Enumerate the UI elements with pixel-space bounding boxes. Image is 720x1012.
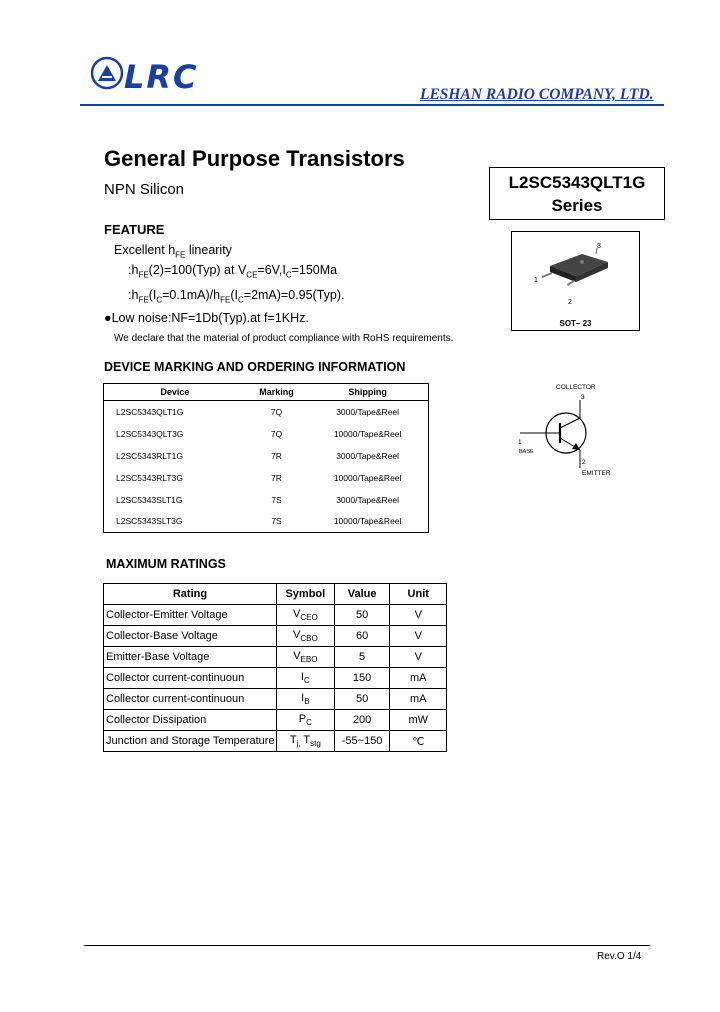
table-row: L2SC5343RLT3G 7R 10000/Tape&Reel: [116, 472, 402, 483]
ratings-table: [103, 583, 447, 752]
table-header-row: [104, 384, 429, 401]
package-box: [511, 231, 640, 331]
table-row: Collector current-continuoun $I_C$ 150 mA: [104, 668, 447, 689]
feature-hfe-ratio-line: $:h_{FE}(I_C=0.1mA)/h_{FE}(I_C=2mA)=0.95(Typ)$.: [128, 288, 345, 305]
col-shipping: Shipping: [307, 384, 428, 401]
company-name: LESHAN RADIO COMPANY, LTD.: [420, 86, 654, 103]
table-row: Collector Dissipation $P_C$ 200 mW: [104, 710, 447, 731]
table-row: Collector-Emitter Voltage $V_{CEO}$ 50 V: [104, 605, 447, 626]
feature-heading: FEATURE: [104, 222, 165, 237]
bullet-icon: ●: [104, 311, 112, 325]
col-unit: Unit: [390, 584, 447, 605]
logo-text: LRC: [124, 58, 199, 96]
base-label: BASE: [519, 449, 534, 455]
ratings-heading: MAXIMUM RATINGS: [106, 557, 226, 571]
revision-page: Rev.O 1/4: [597, 951, 642, 962]
header-divider: [80, 104, 664, 106]
feature-hfe-line: $:h_{FE}(2)=100(Typ)$ at $V_{CE}=6V,I_C=150Ma$: [128, 263, 338, 280]
sot23-package-icon: [512, 232, 639, 318]
table-header-row: [104, 584, 447, 605]
page-subtitle: NPN Silicon: [104, 181, 185, 198]
table-row: L2SC5343SLT1G 7S 3000/Tape&Reel: [116, 494, 400, 505]
emitter-label: EMITTER: [582, 470, 611, 477]
table-row: L2SC5343QLT3G 7Q 10000/Tape&Reel: [116, 428, 402, 439]
table-row: Junction and Storage Temperature $T_{j,}$ $T_{stg}$ -55~150 ℃: [104, 731, 447, 752]
package-pin-1: 1: [534, 277, 538, 284]
base-pin: 1: [518, 439, 522, 446]
page-title: General Purpose Transistors: [104, 146, 405, 171]
table-row: L2SC5343RLT1G 7R 3000/Tape&Reel: [116, 450, 400, 461]
col-symbol: Symbol: [276, 584, 334, 605]
emitter-pin: 2: [582, 459, 586, 466]
feature-linearity: Excellent $h_{FE}$ linearity: [114, 243, 232, 260]
part-number: L2SC5343QLT1G: [508, 173, 646, 192]
col-marking: Marking: [246, 384, 307, 401]
footer-divider: [84, 945, 650, 946]
collector-label: COLLECTOR: [556, 384, 596, 391]
ordering-heading: DEVICE MARKING AND ORDERING INFORMATION: [104, 360, 406, 374]
ordering-table: [103, 383, 429, 533]
col-value: Value: [334, 584, 390, 605]
col-rating: Rating: [104, 584, 277, 605]
package-pin-2: 2: [568, 299, 572, 306]
table-row: Emitter-Base Voltage $V_{EBO}$ 5 V: [104, 647, 447, 668]
package-pin-3: 3: [597, 243, 601, 250]
table-row: L2SC5343QLT1G 7Q 3000/Tape&Reel: [116, 406, 400, 417]
package-label: SOT– 23: [559, 319, 592, 328]
part-number-box: [489, 167, 665, 220]
rohs-statement: We declare that the material of product compliance with RoHS requirements.: [114, 333, 454, 344]
table-row: Collector current-continuoun $I_B$ 50 mA: [104, 689, 447, 710]
table-row: Collector-Base Voltage $V_{CBO}$ 60 V: [104, 626, 447, 647]
feature-low-noise: ●Low noise:NF=1Db(Typ).at f=1KHz.: [104, 311, 309, 325]
collector-pin: 3: [581, 394, 585, 401]
table-row: L2SC5343SLT3G 7S 10000/Tape&Reel: [116, 516, 402, 527]
col-device: Device: [104, 384, 246, 401]
lrc-logo-icon: [90, 56, 124, 90]
part-series: Series: [551, 196, 603, 215]
npn-transistor-schematic-icon: [510, 378, 630, 483]
